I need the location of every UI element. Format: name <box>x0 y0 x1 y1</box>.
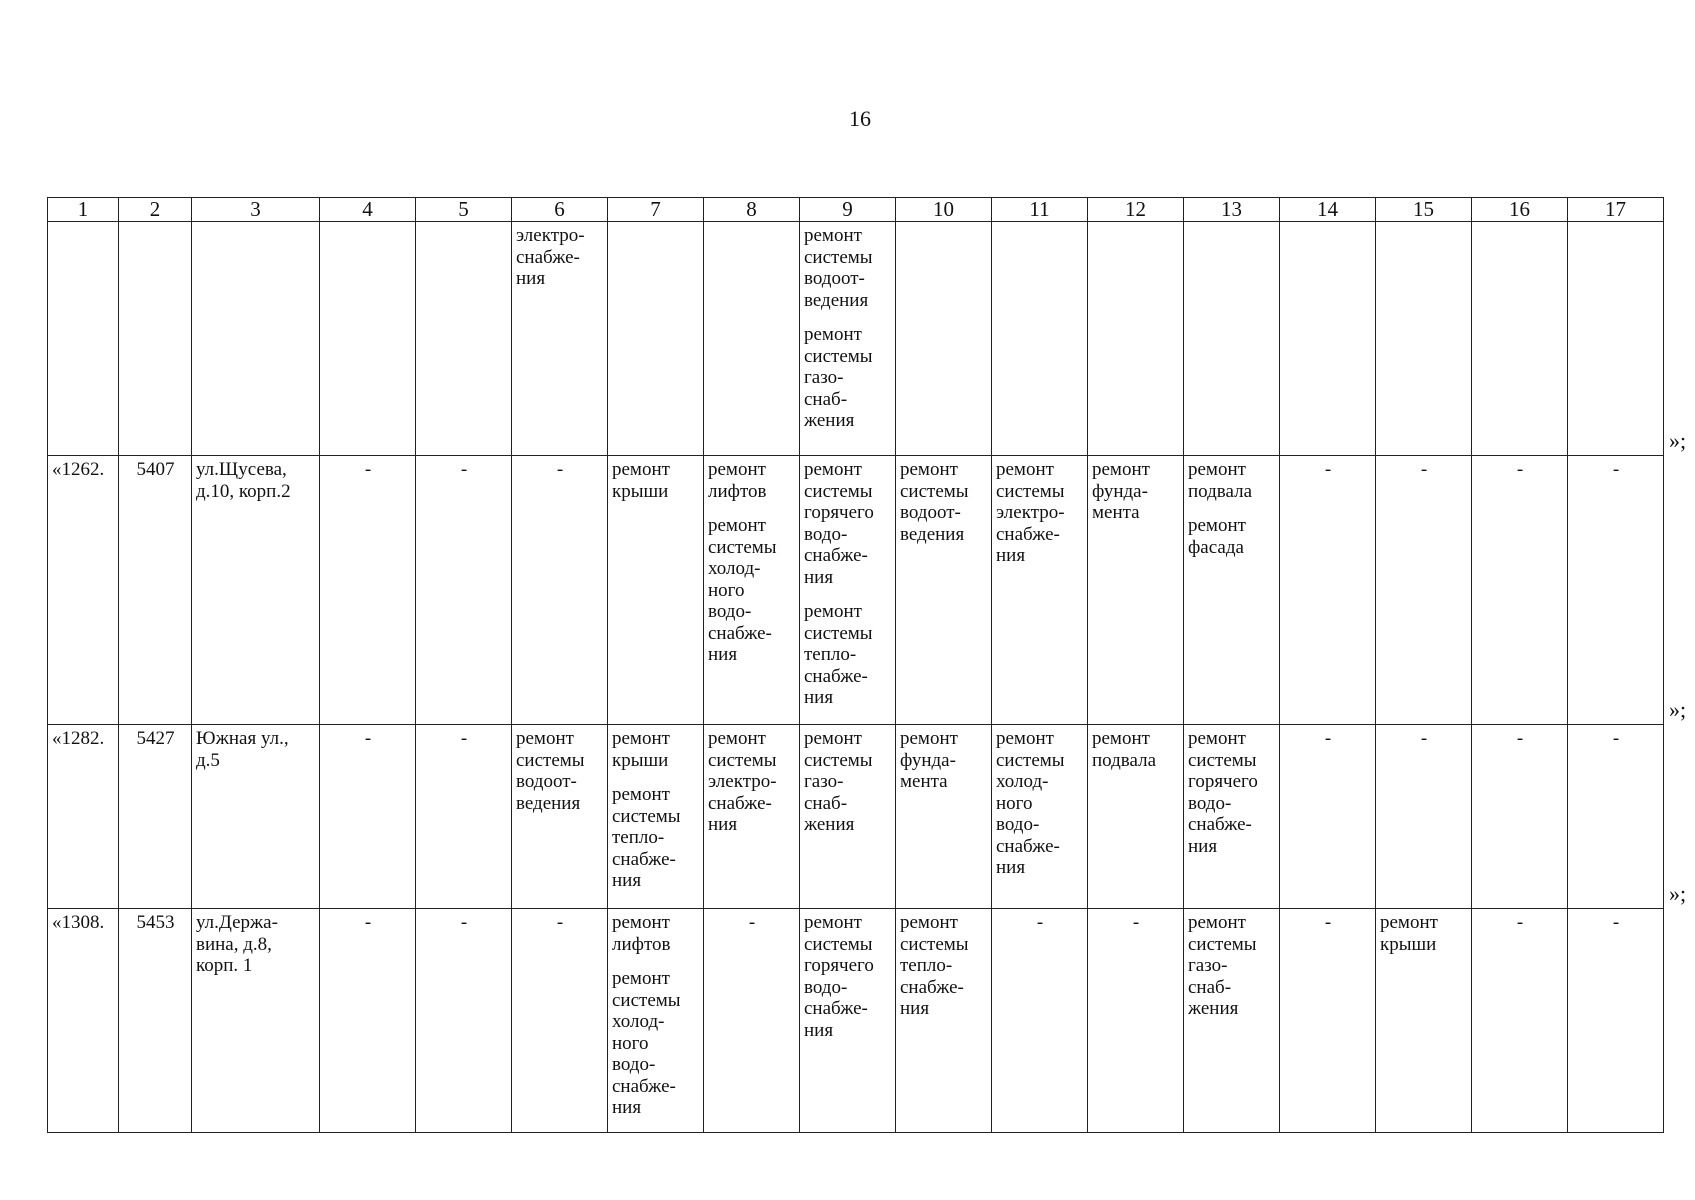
table-cell-col-17 <box>1568 456 1664 725</box>
empty-dash: - <box>1612 728 1620 749</box>
table-cell-col-8 <box>704 909 800 1133</box>
table-row <box>48 456 1664 725</box>
cell-entry: ремонт системы электро- снабже- ния <box>708 728 777 835</box>
column-header-9: 9 <box>800 198 896 222</box>
table-cell-col-3 <box>192 456 320 725</box>
table-cell-col-1 <box>48 909 119 1133</box>
empty-dash: - <box>460 728 468 749</box>
table-cell-col-16 <box>1472 222 1568 456</box>
empty-dash: - <box>556 912 564 933</box>
empty-dash: - <box>364 912 372 933</box>
column-header-8: 8 <box>704 198 800 222</box>
empty-dash: - <box>748 912 756 933</box>
table-cell-col-16 <box>1472 456 1568 725</box>
table-cell-col-12 <box>1088 222 1184 456</box>
table-cell-col-6 <box>512 222 608 456</box>
cell-entry: ремонт системы водоот- ведения <box>516 728 585 814</box>
table-cell-col-13 <box>1184 222 1280 456</box>
column-header-14: 14 <box>1280 198 1376 222</box>
cell-entry: ремонт фасада <box>1188 515 1246 558</box>
table-cell-col-3 <box>192 909 320 1133</box>
empty-dash: - <box>1036 912 1044 933</box>
column-header-4: 4 <box>320 198 416 222</box>
table-cell-col-13 <box>1184 456 1280 725</box>
empty-dash: - <box>1420 459 1428 480</box>
empty-dash: - <box>1420 728 1428 749</box>
cell-entry: ремонт системы тепло- снабже- ния <box>804 601 873 708</box>
table-cell-col-12 <box>1088 456 1184 725</box>
empty-dash: - <box>1516 728 1524 749</box>
closing-quote-mark: »; <box>1669 427 1687 453</box>
cell-entry: «1308. <box>52 912 105 933</box>
repair-schedule-table <box>47 197 1664 1133</box>
table-cell-col-16 <box>1472 909 1568 1133</box>
table-cell-col-14 <box>1280 909 1376 1133</box>
table-cell-col-10 <box>896 222 992 456</box>
column-header-1: 1 <box>48 198 119 222</box>
table-cell-col-9 <box>800 222 896 456</box>
column-header-17: 17 <box>1568 198 1664 222</box>
table-cell-col-7 <box>608 222 704 456</box>
cell-entry: ремонт лифтов <box>612 912 671 955</box>
table-body <box>48 222 1664 1133</box>
empty-dash: - <box>1324 728 1332 749</box>
cell-entry: ремонт системы водоот- ведения <box>900 459 969 545</box>
table-cell-col-9 <box>800 725 896 909</box>
table-cell-col-15 <box>1376 909 1472 1133</box>
table-cell-col-15 <box>1376 456 1472 725</box>
cell-entry: ремонт крыши <box>612 459 670 502</box>
table-cell-col-15 <box>1376 725 1472 909</box>
cell-entry: электро- снабже- ния <box>516 225 585 289</box>
table-cell-col-7 <box>608 909 704 1133</box>
column-header-6: 6 <box>512 198 608 222</box>
table-cell-col-4 <box>320 456 416 725</box>
empty-dash: - <box>556 459 564 480</box>
closing-quote-mark: »; <box>1669 696 1687 722</box>
table-cell-col-5 <box>416 456 512 725</box>
table-row <box>48 222 1664 456</box>
table-cell-col-6 <box>512 909 608 1133</box>
cell-entry: 5453 <box>136 912 175 933</box>
cell-entry: 5407 <box>136 459 175 480</box>
empty-dash: - <box>1132 912 1140 933</box>
cell-entry: «1262. <box>52 459 105 480</box>
cell-entry: ремонт системы электро- снабже- ния <box>996 459 1065 566</box>
column-header-5: 5 <box>416 198 512 222</box>
table-cell-col-14 <box>1280 725 1376 909</box>
table-cell-col-17 <box>1568 725 1664 909</box>
cell-entry: ремонт системы горячего водо- снабже- ния <box>804 459 874 588</box>
cell-entry: ремонт системы газо- снаб- жения <box>804 728 873 835</box>
cell-entry: ремонт системы холод- ного водо- снабже- ния <box>708 515 777 665</box>
cell-entry: Южная ул., д.5 <box>196 728 289 771</box>
table-cell-col-6 <box>512 456 608 725</box>
table-cell-col-4 <box>320 725 416 909</box>
empty-dash: - <box>364 459 372 480</box>
table-cell-col-9 <box>800 909 896 1133</box>
cell-entry: ремонт системы холод- ного водо- снабже- ния <box>612 968 681 1118</box>
table-cell-col-5 <box>416 725 512 909</box>
table-cell-col-10 <box>896 456 992 725</box>
table-cell-col-10 <box>896 909 992 1133</box>
closing-quote-mark: »; <box>1669 880 1687 906</box>
table-cell-col-15 <box>1376 222 1472 456</box>
table-cell-col-13 <box>1184 725 1280 909</box>
empty-dash: - <box>1324 459 1332 480</box>
column-header-7: 7 <box>608 198 704 222</box>
column-header-15: 15 <box>1376 198 1472 222</box>
column-header-2: 2 <box>119 198 192 222</box>
table-cell-col-17 <box>1568 909 1664 1133</box>
cell-entry: ремонт системы газо- снаб- жения <box>1188 912 1257 1019</box>
cell-entry: ремонт лифтов <box>708 459 767 502</box>
cell-entry: ремонт фунда- мента <box>900 728 958 792</box>
table-cell-col-13 <box>1184 909 1280 1133</box>
cell-entry: ремонт системы водоот- ведения <box>804 225 873 311</box>
cell-entry: ремонт подвала <box>1092 728 1157 771</box>
table-cell-col-1 <box>48 725 119 909</box>
table-cell-col-2 <box>119 456 192 725</box>
table-cell-col-5 <box>416 909 512 1133</box>
cell-entry: ремонт системы газо- снаб- жения <box>804 324 873 431</box>
table-cell-col-5 <box>416 222 512 456</box>
table-cell-col-4 <box>320 909 416 1133</box>
table-cell-col-2 <box>119 222 192 456</box>
table-cell-col-10 <box>896 725 992 909</box>
column-header-10: 10 <box>896 198 992 222</box>
empty-dash: - <box>460 459 468 480</box>
table-cell-col-11 <box>992 456 1088 725</box>
cell-entry: ремонт фунда- мента <box>1092 459 1150 523</box>
empty-dash: - <box>460 912 468 933</box>
column-number-header-row <box>48 198 1664 222</box>
table-cell-col-2 <box>119 909 192 1133</box>
column-header-11: 11 <box>992 198 1088 222</box>
table-row <box>48 909 1664 1133</box>
cell-entry: ремонт системы холод- ного водо- снабже- ния <box>996 728 1065 878</box>
empty-dash: - <box>1612 459 1620 480</box>
table-cell-col-4 <box>320 222 416 456</box>
cell-entry: ремонт системы тепло- снабже- ния <box>900 912 969 1019</box>
table-cell-col-8 <box>704 222 800 456</box>
table-cell-col-12 <box>1088 909 1184 1133</box>
table-cell-col-11 <box>992 725 1088 909</box>
empty-dash: - <box>1612 912 1620 933</box>
empty-dash: - <box>1324 912 1332 933</box>
cell-entry: 5427 <box>136 728 175 749</box>
table-cell-col-7 <box>608 725 704 909</box>
page-number: 16 <box>849 106 871 131</box>
table-cell-col-1 <box>48 456 119 725</box>
table-cell-col-16 <box>1472 725 1568 909</box>
table-cell-col-12 <box>1088 725 1184 909</box>
table-cell-col-2 <box>119 725 192 909</box>
table-cell-col-7 <box>608 456 704 725</box>
table-cell-col-6 <box>512 725 608 909</box>
cell-entry: ремонт крыши <box>1380 912 1438 955</box>
repair-schedule-table-wrapper <box>47 197 1664 1133</box>
table-cell-col-8 <box>704 456 800 725</box>
cell-entry: ремонт системы горячего водо- снабже- ния <box>1188 728 1258 857</box>
column-header-12: 12 <box>1088 198 1184 222</box>
cell-entry: ул.Щусева, д.10, корп.2 <box>196 459 291 502</box>
empty-dash: - <box>364 728 372 749</box>
table-cell-col-14 <box>1280 222 1376 456</box>
table-cell-col-3 <box>192 222 320 456</box>
cell-entry: ул.Держа- вина, д.8, корп. 1 <box>196 912 278 976</box>
cell-entry: «1282. <box>52 728 105 749</box>
table-cell-col-11 <box>992 909 1088 1133</box>
table-cell-col-1 <box>48 222 119 456</box>
column-header-13: 13 <box>1184 198 1280 222</box>
table-cell-col-14 <box>1280 456 1376 725</box>
table-cell-col-11 <box>992 222 1088 456</box>
cell-entry: ремонт системы тепло- снабже- ния <box>612 784 681 891</box>
table-cell-col-8 <box>704 725 800 909</box>
empty-dash: - <box>1516 912 1524 933</box>
table-cell-col-17 <box>1568 222 1664 456</box>
column-header-16: 16 <box>1472 198 1568 222</box>
cell-entry: ремонт подвала <box>1188 459 1253 502</box>
cell-entry: ремонт крыши <box>612 728 670 771</box>
empty-dash: - <box>1516 459 1524 480</box>
cell-entry: ремонт системы горячего водо- снабже- ния <box>804 912 874 1041</box>
table-cell-col-3 <box>192 725 320 909</box>
column-header-3: 3 <box>192 198 320 222</box>
table-cell-col-9 <box>800 456 896 725</box>
table-row <box>48 725 1664 909</box>
